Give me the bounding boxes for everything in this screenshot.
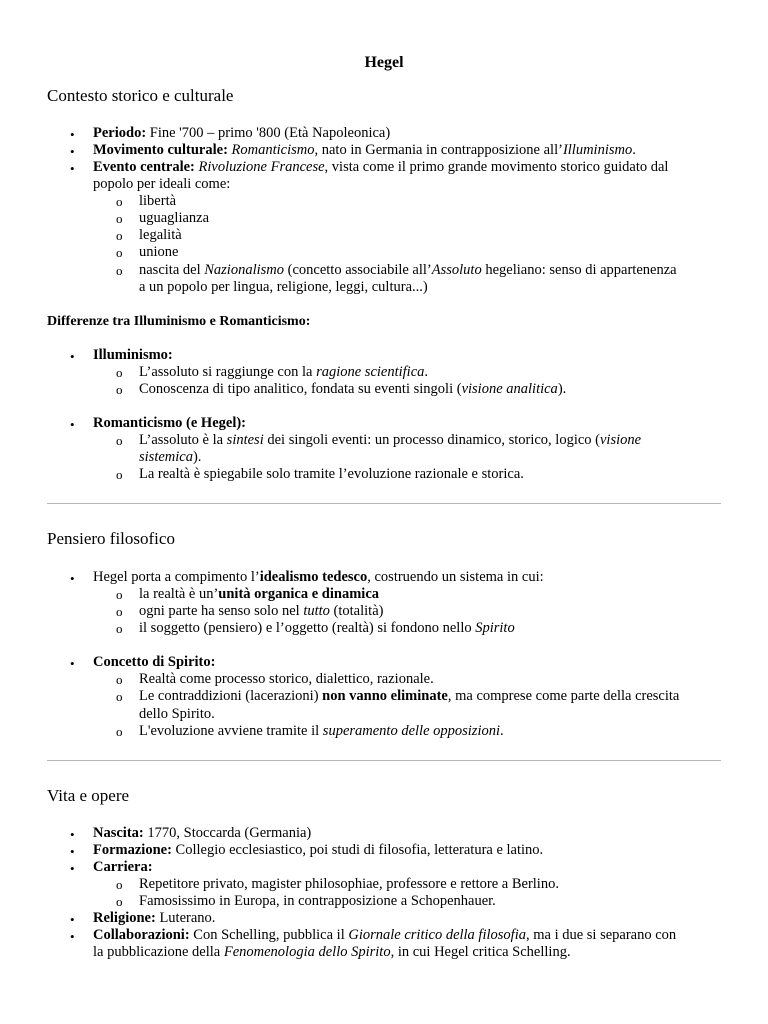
list-item-evento: Evento centrale: Rivoluzione Francese, vista come il primo grande movimento storico guidato dal xyxy=(93,159,669,175)
sub-item-rom-2: La realtà è spiegabile solo tramite l’evoluzione razionale e storica. xyxy=(139,466,524,482)
divider xyxy=(47,760,721,761)
sub-item-unita: la realtà è un’unità organica e dinamica xyxy=(139,586,380,602)
list-item-nascita: Nascita: 1770, Stoccarda (Germania) xyxy=(93,825,312,841)
list-item-evento-cont: popolo per ideali come: xyxy=(93,176,231,192)
list-item-collaborazioni: Collaborazioni: Con Schelling, pubblica il Giornale critico della filosofia, ma i due si separano con xyxy=(93,927,677,943)
sub-item-sp-2: Le contraddizioni (lacerazioni) non vanno eliminate, ma comprese come parte della crescita xyxy=(139,688,680,704)
sub-bullet-marker: o xyxy=(116,604,123,619)
sub-item-liberta: libertà xyxy=(139,193,177,209)
sub-item-rom-1-cont: sistemica). xyxy=(139,449,202,465)
subheading-differenze: Differenze tra Illuminismo e Romanticismo: xyxy=(47,314,311,329)
section-heading-pensiero: Pensiero filosofico xyxy=(47,529,175,548)
sub-item-unione: unione xyxy=(139,244,179,260)
bullet-marker: • xyxy=(70,827,75,842)
sub-bullet-marker: o xyxy=(116,365,123,380)
bullet-marker: • xyxy=(70,417,75,432)
sub-item-totalita: ogni parte ha senso solo nel tutto (totalità) xyxy=(139,603,384,619)
sub-bullet-marker: o xyxy=(116,382,123,397)
section-heading-contesto: Contesto storico e culturale xyxy=(47,86,234,105)
bullet-marker: • xyxy=(70,929,75,944)
document-title: Hegel xyxy=(364,54,404,71)
list-item-periodo: Periodo: Fine '700 – primo '800 (Età Napoleonica) xyxy=(93,125,391,141)
sub-bullet-marker: o xyxy=(116,245,123,260)
sub-bullet-marker: o xyxy=(116,877,123,892)
list-item-formazione: Formazione: Collegio ecclesiastico, poi studi di filosofia, letteratura e latino. xyxy=(93,842,544,858)
sub-item-sp-1: Realtà come processo storico, dialettico, razionale. xyxy=(139,671,434,687)
sub-bullet-marker: o xyxy=(116,194,123,209)
bullet-marker: • xyxy=(70,861,75,876)
sub-bullet-marker: o xyxy=(116,724,123,739)
sub-bullet-marker: o xyxy=(116,211,123,226)
list-item-idealismo: Hegel porta a compimento l’idealismo tedesco, costruendo un sistema in cui: xyxy=(93,569,544,585)
list-item-romanticismo: Romanticismo (e Hegel): xyxy=(93,415,247,431)
bullet-marker: • xyxy=(70,349,75,364)
sub-bullet-marker: o xyxy=(116,467,123,482)
bullet-marker: • xyxy=(70,161,75,176)
sub-item-nazionalismo: nascita del Nazionalismo (concetto associabile all’Assoluto hegeliano: senso di appartenenza xyxy=(139,262,677,278)
sub-item-illum-2: Conoscenza di tipo analitico, fondata su eventi singoli (visione analitica). xyxy=(139,381,567,397)
sub-bullet-marker: o xyxy=(116,621,123,636)
bullet-marker: • xyxy=(70,144,75,159)
divider xyxy=(47,503,721,504)
sub-item-sp-3: L'evoluzione avviene tramite il superamento delle opposizioni. xyxy=(139,723,504,739)
list-item-religione: Religione: Luterano. xyxy=(93,910,216,926)
sub-item-carriera-1: Repetitore privato, magister philosophiae, professore e rettore a Berlino. xyxy=(139,876,559,892)
sub-item-nazionalismo-cont: a un popolo per lingua, religione, leggi, cultura...) xyxy=(139,279,428,295)
bullet-marker: • xyxy=(70,912,75,927)
sub-item-sp-2-cont: dello Spirito. xyxy=(139,706,215,722)
sub-bullet-marker: o xyxy=(116,433,123,448)
list-item-illuminismo: Illuminismo: xyxy=(93,347,173,363)
sub-bullet-marker: o xyxy=(116,587,123,602)
sub-item-legalita: legalità xyxy=(139,227,182,243)
sub-item-rom-1: L’assoluto è la sintesi dei singoli eventi: un processo dinamico, storico, logico (visione xyxy=(139,432,642,448)
list-item-carriera: Carriera: xyxy=(93,859,153,875)
sub-item-carriera-2: Famosissimo in Europa, in contrapposizione a Schopenhauer. xyxy=(139,893,496,909)
sub-item-illum-1: L’assoluto si raggiunge con la ragione scientifica. xyxy=(139,364,429,380)
bullet-marker: • xyxy=(70,656,75,671)
list-item-concetto-spirito: Concetto di Spirito: xyxy=(93,654,216,670)
list-item-collaborazioni-cont: la pubblicazione della Fenomenologia dello Spirito, in cui Hegel critica Schelling. xyxy=(93,944,571,960)
sub-bullet-marker: o xyxy=(116,894,123,909)
sub-bullet-marker: o xyxy=(116,672,123,687)
bullet-marker: • xyxy=(70,571,75,586)
sub-bullet-marker: o xyxy=(116,689,123,704)
sub-bullet-marker: o xyxy=(116,228,123,243)
list-item-movimento: Movimento culturale: Romanticismo, nato in Germania in contrapposizione all’Illuminismo. xyxy=(93,142,636,158)
section-heading-vita: Vita e opere xyxy=(47,786,130,805)
sub-bullet-marker: o xyxy=(116,263,123,278)
bullet-marker: • xyxy=(70,844,75,859)
sub-item-uguaglianza: uguaglianza xyxy=(139,210,210,226)
bullet-marker: • xyxy=(70,127,75,142)
sub-item-spirito: il soggetto (pensiero) e l’oggetto (realtà) si fondono nello Spirito xyxy=(139,620,515,636)
